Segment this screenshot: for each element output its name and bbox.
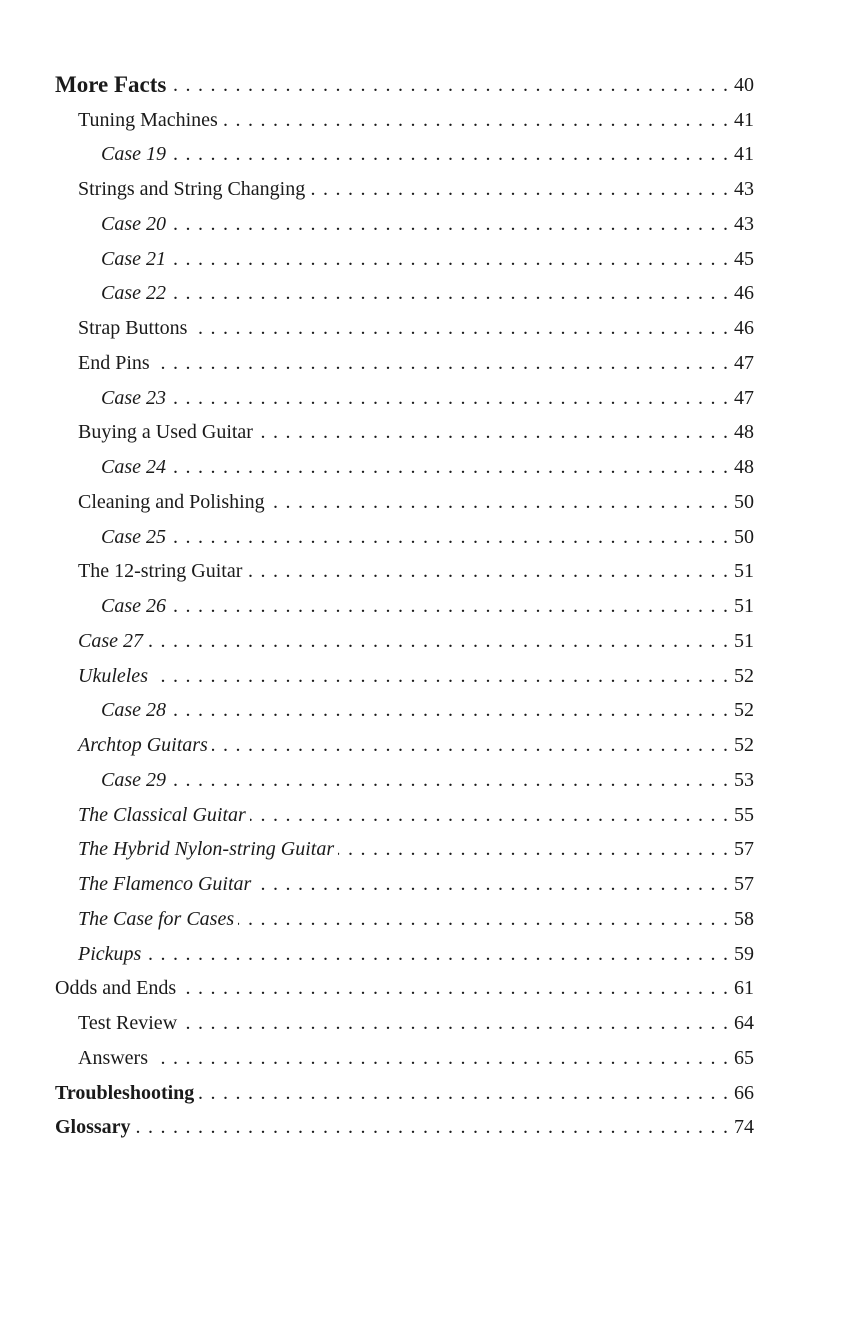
dot-leader <box>222 109 728 132</box>
toc-entry-title: Pickups <box>78 942 142 965</box>
toc-entry-page: 50 <box>734 525 754 548</box>
toc-entry-page: 41 <box>734 108 754 131</box>
toc-entry-title: Case 25 <box>101 525 166 548</box>
toc-entry[interactable] <box>78 798 754 833</box>
toc-entry-page: 57 <box>734 838 754 861</box>
dot-leader <box>152 1047 728 1070</box>
dot-leader <box>170 526 728 549</box>
toc-entry-page: 43 <box>734 178 754 201</box>
toc-entry-page: 41 <box>734 143 754 166</box>
toc-entry-title: Glossary <box>55 1116 131 1139</box>
toc-entry-title: Case 19 <box>101 143 166 166</box>
dot-leader <box>246 560 728 583</box>
toc-entry-page: 50 <box>734 490 754 513</box>
toc-entry-title: Case 29 <box>101 768 166 791</box>
toc-entry[interactable] <box>101 450 754 485</box>
dot-leader <box>170 248 728 271</box>
dot-leader <box>135 1116 728 1139</box>
toc-entry-title: Troubleshooting <box>55 1081 195 1104</box>
dot-leader <box>255 873 728 896</box>
toc-entry[interactable] <box>101 763 754 798</box>
dot-leader <box>170 143 728 166</box>
toc-entry[interactable] <box>78 346 754 381</box>
toc-entry-page: 65 <box>734 1046 754 1069</box>
dot-leader <box>180 977 728 1000</box>
dot-leader <box>170 213 728 236</box>
toc-entry-title: Strap Buttons <box>78 317 188 340</box>
dot-leader <box>338 838 728 861</box>
dot-leader <box>198 1082 728 1105</box>
dot-leader <box>269 491 728 514</box>
toc-entry-page: 57 <box>734 873 754 896</box>
toc-entry-page: 45 <box>734 247 754 270</box>
dot-leader <box>212 734 728 757</box>
dot-leader <box>170 456 728 479</box>
toc-entry-title: Case 23 <box>101 386 166 409</box>
toc-entry-title: Archtop Guitars <box>78 734 208 757</box>
toc-entry[interactable] <box>55 68 754 103</box>
toc-entry-title: Test Review <box>78 1012 178 1035</box>
toc-entry[interactable] <box>101 381 754 416</box>
toc-entry[interactable] <box>101 589 754 624</box>
toc-entry[interactable] <box>78 1006 754 1041</box>
dot-leader <box>170 595 728 618</box>
toc-entry-page: 64 <box>734 1012 754 1035</box>
toc-entry-page: 51 <box>734 560 754 583</box>
toc-entry[interactable] <box>78 172 754 207</box>
toc-entry-page: 47 <box>734 351 754 374</box>
dot-leader <box>191 317 728 340</box>
dot-leader <box>145 943 728 966</box>
dot-leader <box>181 1012 728 1035</box>
toc-entry[interactable] <box>78 902 754 937</box>
toc-entry[interactable] <box>55 1111 754 1146</box>
toc-entry-page: 46 <box>734 317 754 340</box>
toc-entry-title: The Hybrid Nylon-string Guitar <box>78 838 335 861</box>
toc-entry-page: 59 <box>734 942 754 965</box>
toc-entry[interactable] <box>78 555 754 590</box>
toc-entry[interactable] <box>55 1076 754 1111</box>
toc-entry[interactable] <box>78 416 754 451</box>
dot-leader <box>170 74 728 97</box>
toc-entry[interactable] <box>101 207 754 242</box>
toc-entry-page: 61 <box>734 977 754 1000</box>
toc-entry-title: The 12-string Guitar <box>78 560 243 583</box>
dot-leader <box>152 665 728 688</box>
toc-entry-title: Tuning Machines <box>78 108 218 131</box>
toc-entry-title: Case 28 <box>101 699 166 722</box>
toc-entry-page: 47 <box>734 386 754 409</box>
dot-leader <box>154 352 728 375</box>
toc-entry-title: Case 20 <box>101 212 166 235</box>
toc-entry-page: 52 <box>734 664 754 687</box>
dot-leader <box>238 908 728 931</box>
toc-entry-page: 46 <box>734 282 754 305</box>
toc-entry-title: End Pins <box>78 351 150 374</box>
toc-entry[interactable] <box>78 659 754 694</box>
toc-entry-title: Case 22 <box>101 282 166 305</box>
toc-entry-title: Buying a Used Guitar <box>78 421 253 444</box>
toc-entry[interactable] <box>78 103 754 138</box>
toc-entry-title: Answers <box>78 1046 148 1069</box>
toc-entry[interactable] <box>78 1041 754 1076</box>
toc-entry[interactable] <box>101 520 754 555</box>
toc-entry-page: 51 <box>734 595 754 618</box>
toc-entry[interactable] <box>101 277 754 312</box>
toc-entry-title: Ukuleles <box>78 664 148 687</box>
toc-entry[interactable] <box>78 624 754 659</box>
toc-entry-title: Cleaning and Polishing <box>78 490 265 513</box>
toc-entry-page: 52 <box>734 734 754 757</box>
toc-entry-page: 55 <box>734 803 754 826</box>
dot-leader <box>147 630 728 653</box>
dot-leader <box>309 178 728 201</box>
dot-leader <box>170 387 728 410</box>
toc-entry-page: 52 <box>734 699 754 722</box>
toc-entry-title: Odds and Ends <box>55 977 177 1000</box>
toc-entry-title: More Facts <box>55 72 167 98</box>
toc-entry-title: Case 26 <box>101 595 166 618</box>
toc-entry-title: The Case for Cases <box>78 907 235 930</box>
toc-entry-title: The Flamenco Guitar <box>78 873 252 896</box>
table-of-contents <box>0 68 864 1145</box>
toc-entry-title: Case 27 <box>78 629 143 652</box>
toc-entry-title: Case 21 <box>101 247 166 270</box>
dot-leader <box>170 282 728 305</box>
dot-leader <box>257 421 728 444</box>
toc-entry-page: 40 <box>734 73 754 96</box>
toc-entry[interactable] <box>78 485 754 520</box>
toc-entry-title: Case 24 <box>101 456 166 479</box>
toc-entry[interactable] <box>78 311 754 346</box>
toc-entry-page: 53 <box>734 768 754 791</box>
toc-entry[interactable] <box>101 242 754 277</box>
toc-entry[interactable] <box>101 138 754 173</box>
toc-entry-page: 51 <box>734 629 754 652</box>
toc-entry-page: 66 <box>734 1081 754 1104</box>
toc-entry[interactable] <box>78 728 754 763</box>
toc-entry-title: Strings and String Changing <box>78 178 306 201</box>
dot-leader <box>170 769 728 792</box>
toc-entry[interactable] <box>101 694 754 729</box>
toc-entry[interactable] <box>78 937 754 972</box>
dot-leader <box>250 804 728 827</box>
toc-entry[interactable] <box>78 833 754 868</box>
toc-entry-page: 74 <box>734 1116 754 1139</box>
toc-entry-page: 58 <box>734 907 754 930</box>
toc-entry-page: 43 <box>734 212 754 235</box>
dot-leader <box>170 699 728 722</box>
toc-entry-page: 48 <box>734 421 754 444</box>
toc-entry-title: The Classical Guitar <box>78 803 246 826</box>
toc-entry-page: 48 <box>734 456 754 479</box>
toc-entry[interactable] <box>78 867 754 902</box>
toc-entry[interactable] <box>55 972 754 1007</box>
